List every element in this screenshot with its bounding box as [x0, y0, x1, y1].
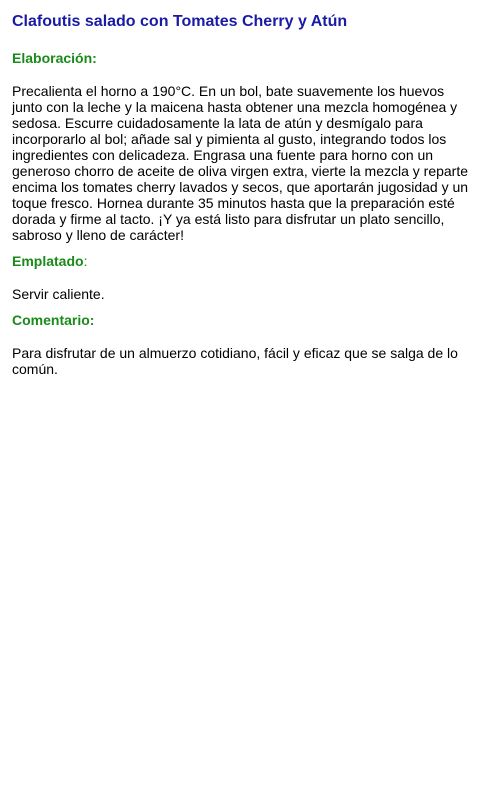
elaboracion-heading: Elaboración: [12, 50, 97, 66]
section-elaboracion [12, 49, 476, 243]
recipe-page [0, 0, 488, 377]
emplatado-heading-label: Emplatado [12, 253, 84, 269]
section-emplatado [12, 252, 476, 302]
section-comentario [12, 311, 476, 377]
comentario-text: Para disfrutar de un almuerzo cotidiano, fácil y eficaz que se salga de lo común. [12, 345, 458, 377]
emplatado-text: Servir caliente. [12, 286, 105, 302]
emplatado-heading-colon: : [83, 253, 88, 269]
recipe-title: Clafoutis salado con Tomates Cherry y Atún [12, 13, 348, 30]
elaboracion-text: Precalienta el horno a 190°C. En un bol, bate suavemente los huevos junto con la leche y la maicena hasta obtener una mezcla homogénea y sedosa. Escurre cuidadosamente la lata de atún y desmígalo para incorporarlo al bol; añade sal y pimienta al gusto, integrando todos los ingredientes con delicadeza. Engrasa una fuente para horno con un generoso chorro de aceite de oliva virgen extra, vierte la mezcla y reparte encima los tomates cherry lavados y secos, que aportarán jugosidad y un toque fresco. Hornea durante 35 minutos hasta que la preparación esté dorada y firme al tacto. ¡Y ya está listo para disfrutar un plato sencillo, sabroso y lleno de carácter! [12, 83, 469, 243]
comentario-heading: Comentario: [12, 312, 95, 328]
emplatado-heading [12, 252, 476, 270]
